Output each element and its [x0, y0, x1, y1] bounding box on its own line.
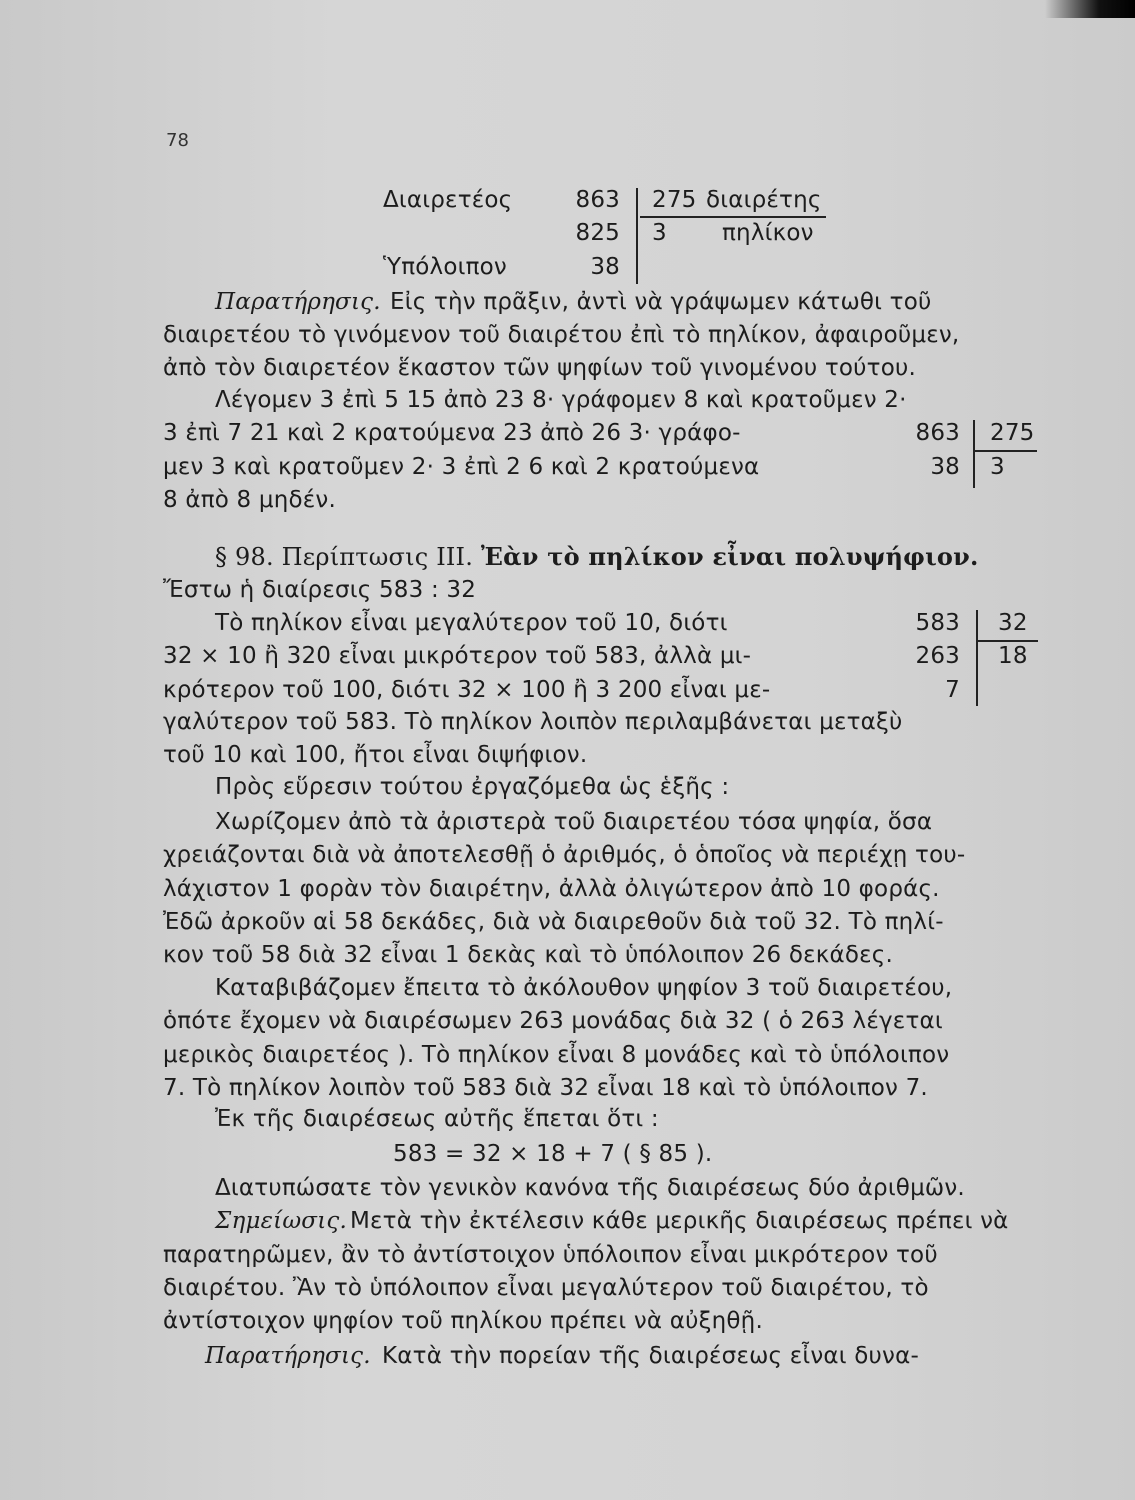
page-number: 78 [166, 130, 189, 151]
text-line: ὁπότε ἔχομεν νὰ διαιρέσωμεν 263 μονάδας διὰ 32 ( ὁ 263 λέγεται [163, 1008, 943, 1034]
text-line: Εἰς τὴν πρᾶξιν, ἀντὶ νὰ γράψωμεν κάτωθι τοῦ [390, 289, 932, 315]
division-bar-horizontal [975, 450, 1037, 452]
text-line: Κατὰ τὴν πορείαν τῆς διαιρέσεως εἶναι δυνα- [382, 1343, 919, 1369]
division-bar-vertical [976, 610, 978, 706]
text-line: Διατυπώσατε τὸν γενικὸν κανόνα τῆς διαιρέσεως δύο ἀριθμῶν. [215, 1175, 965, 1201]
text-line: Χωρίζομεν ἀπὸ τὰ ἀριστερὰ τοῦ διαιρετέου τόσα ψηφία, ὅσα [215, 809, 933, 835]
note-label: Παρατήρησις. [205, 1343, 371, 1369]
section-title: Ἐὰν τὸ πηλίκον εἶναι πολυψήφιον. [480, 542, 979, 571]
divisor: 32 [998, 610, 1028, 636]
quotient-label: πηλίκον [722, 220, 814, 246]
remainder: 7 [945, 677, 960, 703]
divisor: 275 [652, 187, 697, 213]
text-line: ἀντίστοιχον ψηφίον τοῦ πηλίκου πρέπει νὰ αὐξηθῇ. [163, 1308, 763, 1334]
dividend: 583 [915, 610, 960, 636]
text-line: κον τοῦ 58 διὰ 32 εἶναι 1 δεκὰς καὶ τὸ ὑπόλοιπον 26 δεκάδες. [163, 942, 894, 968]
text-line: Ἔστω ἡ διαίρεσις 583 : 32 [163, 577, 477, 603]
text-line: 32 × 10 ἢ 320 εἶναι μικρότερον τοῦ 583, ἀλλὰ μι- [163, 643, 752, 669]
text-line: ἀπὸ τὸν διαιρετέον ἕκαστον τῶν ψηφίων τοῦ γινομένου τούτου. [163, 355, 917, 381]
dividend: 863 [915, 420, 960, 446]
text-line: 3 ἐπὶ 7 21 καὶ 2 κρατούμενα 23 ἀπὸ 26 3· γράφο- [163, 420, 741, 446]
quotient: 3 [990, 454, 1005, 480]
text-line: Καταβιβάζομεν ἔπειτα τὸ ἀκόλουθον ψηφίον 3 τοῦ διαιρετέου, [215, 975, 953, 1001]
text-line: γαλύτερον τοῦ 583. Τὸ πηλίκον λοιπὸν περιλαμβάνεται μεταξὺ [163, 709, 903, 735]
formula: 583 = 32 × 18 + 7 ( § 85 ). [393, 1141, 713, 1167]
division-bar-vertical [636, 188, 638, 284]
text-line: μερικὸς διαιρετέος ). Τὸ πηλίκον εἶναι 8 μονάδες καὶ τὸ ὑπόλοιπον [163, 1042, 950, 1068]
division-bar-vertical [973, 420, 975, 488]
text-line: Ἐκ τῆς διαιρέσεως αὐτῆς ἕπεται ὅτι : [215, 1106, 659, 1132]
partial-dividend: 263 [915, 643, 960, 669]
text-line: διαιρετέου τὸ γινόμενον τοῦ διαιρέτου ἐπὶ τὸ πηλίκον, ἀφαιροῦμεν, [163, 322, 960, 348]
remainder-label: Ὑπόλοιπον [383, 254, 507, 280]
text-line: Ἐδῶ ἀρκοῦν αἱ 58 δεκάδες, διὰ νὰ διαιρεθοῦν διὰ τοῦ 32. Τὸ πηλί- [163, 909, 944, 935]
note-label: Σημείωσις. [215, 1208, 348, 1234]
product: 825 [575, 220, 620, 246]
text-line: 7. Τὸ πηλίκον λοιπὸν τοῦ 583 διὰ 32 εἶναι 18 καὶ τὸ ὑπόλοιπον 7. [163, 1075, 928, 1101]
text-line: τοῦ 10 καὶ 100, ἤτοι εἶναι διψήφιον. [163, 742, 588, 768]
quotient: 18 [998, 643, 1028, 669]
dividend-label: Διαιρετέος [383, 187, 513, 213]
text-line: παρατηρῶμεν, ἂν τὸ ἀντίστοιχον ὑπόλοιπον εἶναι μικρότερον τοῦ [163, 1242, 938, 1268]
remainder: 38 [590, 254, 620, 280]
dividend: 863 [575, 187, 620, 213]
section-number: § 98. Περίπτωσις III. [215, 543, 474, 571]
text-line: μεν 3 καὶ κρατοῦμεν 2· 3 ἐπὶ 2 6 καὶ 2 κρατούμενα [163, 454, 760, 480]
text-line: κρότερον τοῦ 100, διότι 32 × 100 ἢ 3 200 εἶναι με- [163, 677, 771, 703]
text-line: λάχιστον 1 φορὰν τὸν διαιρέτην, ἀλλὰ ὀλιγώτερον ἀπὸ 10 φοράς. [163, 876, 940, 902]
divisor: 275 [990, 420, 1035, 446]
text-line: Πρὸς εὕρεσιν τούτου ἐργαζόμεθα ὡς ἑξῆς : [215, 774, 730, 800]
scan-corner-shadow [1045, 0, 1135, 18]
text-line: χρειάζονται διὰ νὰ ἀποτελεσθῇ ὁ ἀριθμός, ὁ ὁποῖος νὰ περιέχῃ του- [163, 842, 966, 868]
section-heading [215, 542, 979, 572]
text-line: διαιρέτου. Ἂν τὸ ὑπόλοιπον εἶναι μεγαλύτερον τοῦ διαιρέτου, τὸ [163, 1275, 929, 1301]
text-line: Τὸ πηλίκον εἶναι μεγαλύτερον τοῦ 10, διότι [215, 610, 728, 636]
text-line: Λέγομεν 3 ἐπὶ 5 15 ἀπὸ 23 8· γράφομεν 8 καὶ κρατοῦμεν 2· [215, 387, 907, 413]
quotient: 3 [652, 220, 667, 246]
divisor-label: διαιρέτης [706, 187, 822, 213]
text-line: 8 ἀπὸ 8 μηδέν. [163, 487, 336, 513]
remainder: 38 [930, 454, 960, 480]
note-label: Παρατήρησις. [215, 289, 381, 315]
text-line: Μετὰ τὴν ἐκτέλεσιν κάθε μερικῆς διαιρέσεως πρέπει νὰ [350, 1208, 1009, 1234]
